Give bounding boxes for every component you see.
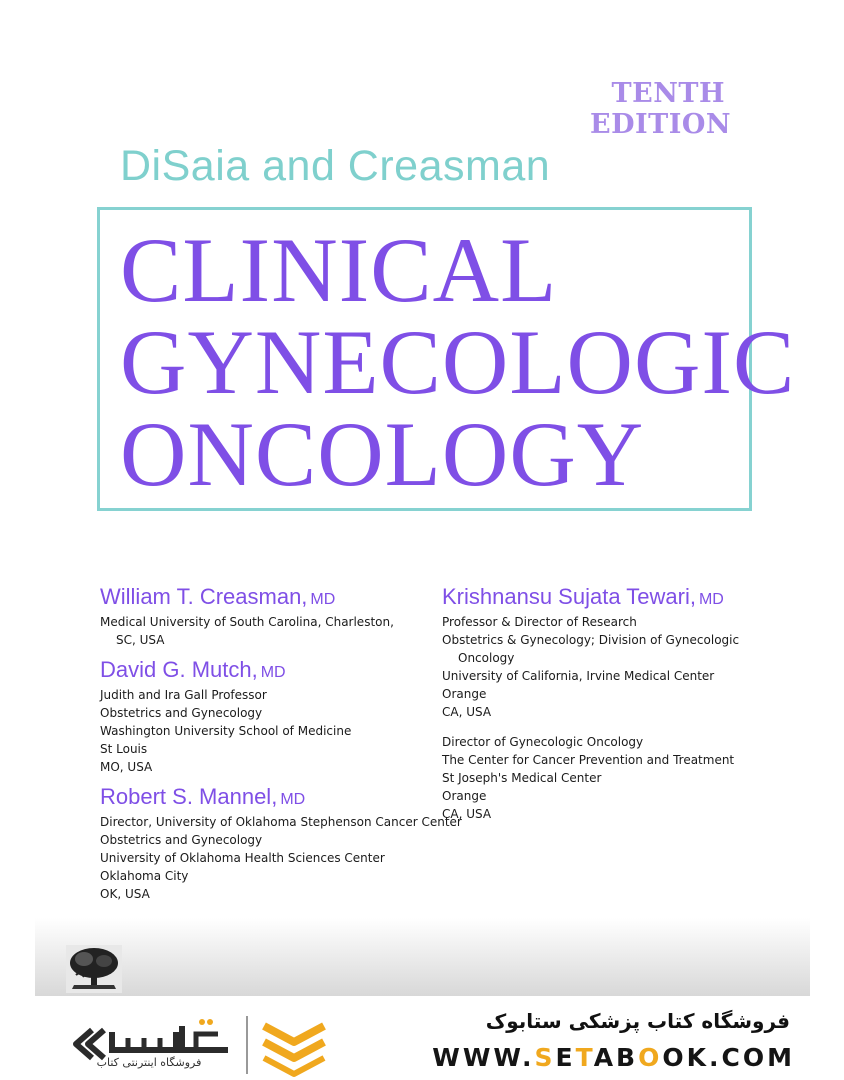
author-name: [442, 584, 742, 613]
affiliation-line: Obstetrics and Gynecology: [100, 706, 263, 720]
url-suffix: .COM: [709, 1043, 795, 1072]
affiliation-line: Orange: [442, 687, 487, 701]
author-degree: MD: [260, 664, 286, 681]
store-logo-tagline: فروشگاه اینترنتی کتاب: [96, 1056, 202, 1069]
title-line-3: ONCOLOGY: [120, 403, 645, 505]
url-letter: S: [534, 1043, 556, 1072]
title-line-1: CLINICAL: [120, 219, 558, 321]
title-line-2: GYNECOLOGIC: [120, 311, 796, 413]
author-name-text: Krishnansu Sujata Tewari,: [442, 584, 696, 609]
affiliation-line: University of Oklahoma Health Sciences Center: [100, 851, 385, 865]
affiliation-line: [100, 631, 430, 649]
url-letter: K: [686, 1043, 710, 1072]
author-degree: MD: [280, 791, 306, 808]
url-letter: B: [616, 1043, 639, 1072]
affiliation-line: Medical University of South Carolina, Charleston,: [100, 615, 394, 629]
spacer: [100, 776, 430, 784]
url-letter: O: [638, 1043, 663, 1072]
affiliation-line: [442, 649, 742, 667]
spacer: [442, 721, 742, 733]
affiliation-line: Obstetrics & Gynecology; Division of Gynecologic: [442, 633, 740, 647]
affiliation-line: MO, USA: [100, 760, 153, 774]
url-letter: A: [593, 1043, 617, 1072]
affiliation-line: CA, USA: [442, 705, 492, 719]
url-letter: O: [662, 1043, 687, 1072]
author-name-text: William T. Creasman,: [100, 584, 308, 609]
author-degree: MD: [698, 591, 724, 608]
affiliation-line: Orange: [442, 789, 487, 803]
affiliation-line: Obstetrics and Gynecology: [100, 833, 263, 847]
authors-left-column: [100, 584, 462, 903]
affiliation-line: The Center for Cancer Prevention and Treatment: [442, 753, 735, 767]
affiliation-line: Director of Gynecologic Oncology: [442, 735, 644, 749]
spacer: [100, 649, 430, 657]
url-letter: E: [555, 1043, 576, 1072]
affiliation-line: CA, USA: [442, 807, 492, 821]
affiliation-line: Washington University School of Medicine: [100, 724, 352, 738]
author-name: [100, 784, 430, 813]
affiliation-line: University of California, Irvine Medical Center: [442, 669, 715, 683]
affiliation-line: Judith and Ira Gall Professor: [100, 688, 267, 702]
edition-line-2: EDITION: [590, 109, 732, 140]
affiliation-line-text: Oncology: [458, 651, 515, 665]
title-box: [97, 207, 796, 511]
author-name: [100, 657, 430, 686]
series-title: DiSaia and Creasman: [120, 142, 551, 190]
author-degree: MD: [310, 591, 336, 608]
author-mannel: [100, 784, 462, 903]
affiliation-line: OK, USA: [100, 887, 150, 901]
publisher-tree-logo-icon: [66, 945, 122, 993]
url-letter: T: [575, 1043, 594, 1072]
authors-right-column: [442, 584, 742, 823]
affiliation-line: Oklahoma City: [100, 869, 189, 883]
author-name: [100, 584, 430, 613]
edition-label: [590, 78, 732, 140]
author-name-text: Robert S. Mannel,: [100, 784, 278, 809]
store-url: [430, 1043, 795, 1072]
affiliation-line: St Joseph's Medical Center: [442, 771, 602, 785]
cover-bottom-band: [35, 918, 810, 996]
affiliation-line: St Louis: [100, 742, 148, 756]
author-name-text: David G. Mutch,: [100, 657, 258, 682]
url-prefix: WWW.: [432, 1043, 535, 1072]
affiliation-line-text: SC, USA: [116, 633, 165, 647]
edition-line-1: TENTH: [611, 78, 725, 109]
author-creasman: [100, 584, 430, 649]
author-mutch: [100, 657, 430, 776]
affiliation-line: Director, University of Oklahoma Stephenson Cancer Center: [100, 815, 462, 829]
store-name: فروشگاه کتاب پزشکی ستابوک: [485, 1009, 790, 1033]
affiliation-line: Professor & Director of Research: [442, 615, 637, 629]
